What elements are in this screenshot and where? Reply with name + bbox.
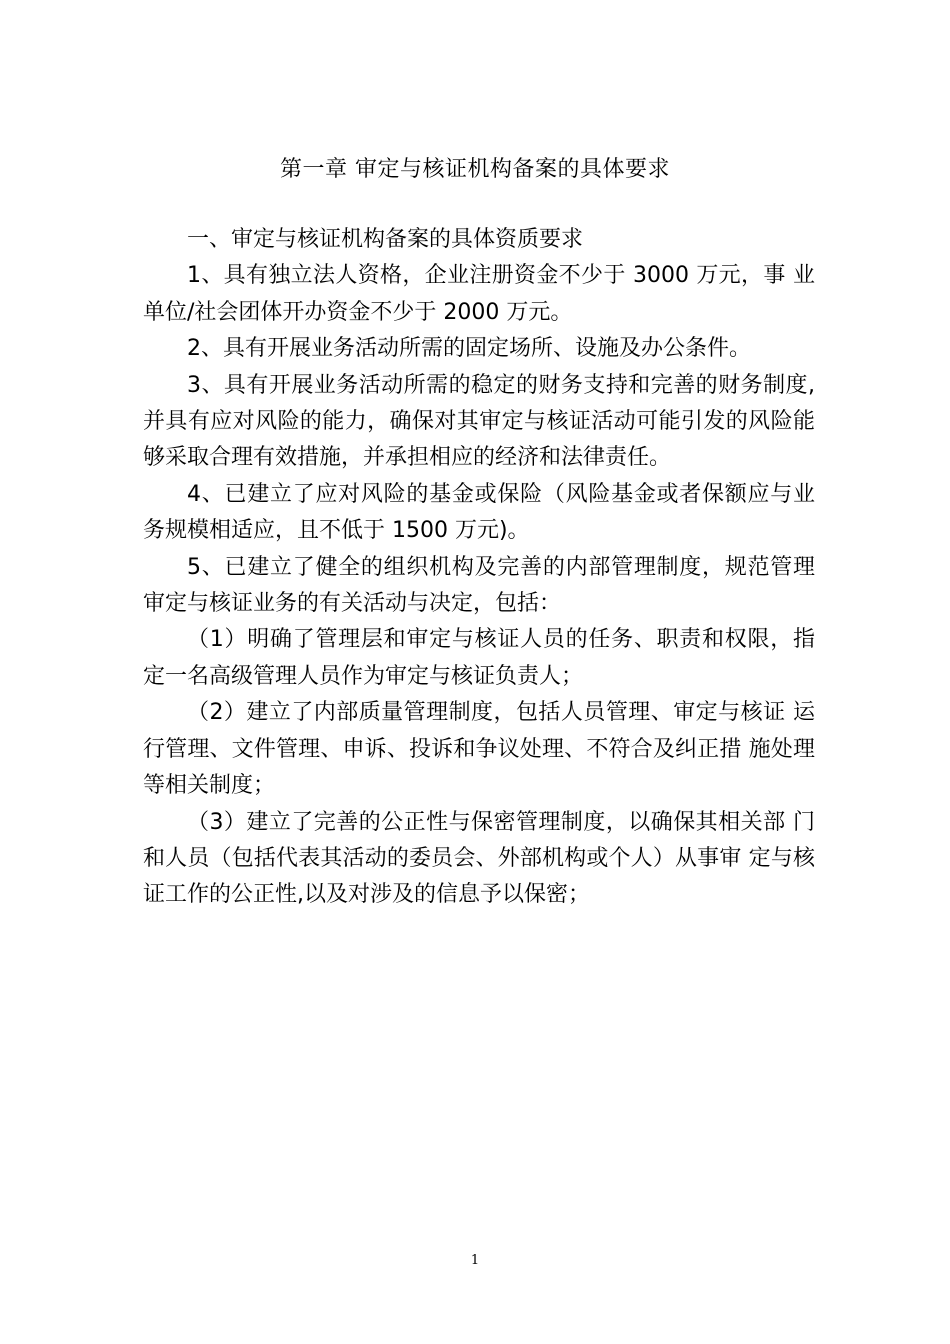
paragraph-subitem-2: （2）建立了内部质量管理制度，包括人员管理、审定与核证 运行管理、文件管理、申诉、投诉和争议处理、不符合及纠正措 施处理等相关制度； [143,700,815,799]
chapter-title: 第一章 审定与核证机构备案的具体要求 [280,157,670,182]
section-heading: 一、审定与核证机构备案的具体资质要求 [187,227,584,252]
paragraph-item-1: 1、具有独立法人资格，企业注册资金不少于 3000 万元，事 业单位/社会团体开办资金不少于 2000 万元。 [143,263,815,325]
paragraph-subitem-3: （3）建立了完善的公正性与保密管理制度，以确保其相关部 门和人员（包括代表其活动的委员会、外部机构或个人）从事审 定与核证工作的公正性,以及对涉及的信息予以保密； [143,809,815,908]
paragraph-item-5: 5、已建立了健全的组织机构及完善的内部管理制度，规范管理审定与核证业务的有关活动与决定，包括： [143,554,815,617]
paragraph-item-3: 3、具有开展业务活动所需的稳定的财务支持和完善的财务制度,并具有应对风险的能力，确保对其审定与核证活动可能引发的风险能够采取合理有效措施，并承担相应的经济和法律责任。 [143,372,815,471]
paragraph-item-2: 2、具有开展业务活动所需的固定场所、设施及办公条件。 [187,336,751,362]
page-number: 1 [470,1253,480,1268]
paragraph-subitem-1: （1）明确了管理层和审定与核证人员的任务、职责和权限，指定一名高级管理人员作为审定与核证负责人； [143,627,815,689]
paragraph-item-4: 4、已建立了应对风险的基金或保险（风险基金或者保额应与业务规模相适应，且不低于 1500 万元)。 [143,481,815,544]
document-body [143,222,815,914]
